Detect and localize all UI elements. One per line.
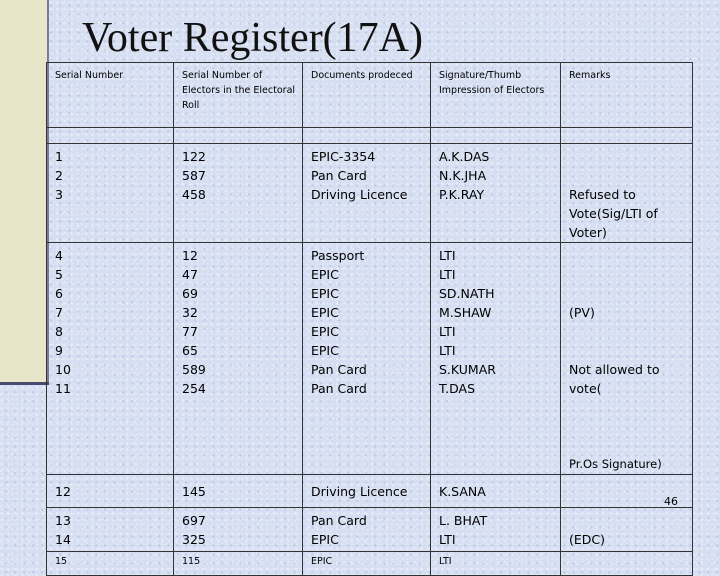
document-value: Passport xyxy=(311,248,365,263)
roll-cell xyxy=(174,243,303,475)
roll-cell xyxy=(174,508,303,552)
signature-value: A.K.DAS xyxy=(439,149,490,164)
remark-value: (EDC) xyxy=(569,532,606,547)
documents-cell xyxy=(303,508,431,552)
serial-cell xyxy=(47,243,174,475)
spacer-cell xyxy=(47,128,174,144)
document-value: EPIC xyxy=(311,556,333,567)
document-value: Pan Card xyxy=(311,381,367,396)
document-value: EPIC xyxy=(311,305,339,320)
signature-value: K.SANA xyxy=(439,484,486,499)
serial-value: 6 xyxy=(55,286,63,301)
serial-value: 5 xyxy=(55,267,63,282)
roll-value: 254 xyxy=(182,381,206,396)
remarks-cell xyxy=(561,243,693,475)
header-remarks: Remarks xyxy=(561,63,693,128)
table-row xyxy=(47,508,693,552)
page-number: 46 xyxy=(664,495,678,508)
serial-value: 8 xyxy=(55,324,63,339)
signature-cell xyxy=(431,552,561,576)
header-serial-electoral-roll: Serial Number of Electors in the Electoral Roll xyxy=(174,63,303,128)
remark-value: Refused to Vote(Sig/LTI of Voter) xyxy=(569,187,658,240)
serial-value: 7 xyxy=(55,305,63,320)
serial-value: 2 xyxy=(55,168,63,183)
roll-value: 32 xyxy=(182,305,198,320)
serial-cell xyxy=(47,552,174,576)
documents-cell xyxy=(303,144,431,243)
roll-value: 77 xyxy=(182,324,198,339)
table-row xyxy=(47,475,693,508)
header-documents: Documents prodeced xyxy=(303,63,431,128)
signature-value: LTI xyxy=(439,324,456,339)
remark-value: Not allowed to vote( xyxy=(569,362,660,396)
roll-value: 47 xyxy=(182,267,198,282)
serial-value: 4 xyxy=(55,248,63,263)
roll-value: 145 xyxy=(182,484,206,499)
signature-value: LTI xyxy=(439,343,456,358)
remarks-cell xyxy=(561,552,693,576)
serial-cell xyxy=(47,144,174,243)
spacer-cell xyxy=(431,128,561,144)
header-serial-number: Serial Number xyxy=(47,63,174,128)
signature-value: S.KUMAR xyxy=(439,362,496,377)
spacer-cell xyxy=(561,128,693,144)
roll-value: 587 xyxy=(182,168,206,183)
roll-cell xyxy=(174,475,303,508)
signature-cell xyxy=(431,508,561,552)
roll-value: 115 xyxy=(182,556,201,567)
signature-value: P.K.RAY xyxy=(439,187,485,202)
roll-value: 325 xyxy=(182,532,206,547)
serial-value: 10 xyxy=(55,362,71,377)
serial-value: 1 xyxy=(55,149,63,164)
documents-cell xyxy=(303,552,431,576)
left-decorative-cap xyxy=(0,382,49,385)
document-value: EPIC xyxy=(311,286,339,301)
serial-value: 9 xyxy=(55,343,63,358)
table-row xyxy=(47,552,693,576)
signature-value: LTI xyxy=(439,248,456,263)
remark-value: Pr.Os Signature) xyxy=(569,457,662,471)
signature-value: M.SHAW xyxy=(439,305,492,320)
serial-value: 13 xyxy=(55,513,71,528)
signature-value: L. BHAT xyxy=(439,513,488,528)
table-row xyxy=(47,243,693,475)
signature-value: LTI xyxy=(439,532,456,547)
serial-value: 11 xyxy=(55,381,71,396)
document-value: EPIC xyxy=(311,532,339,547)
document-value: EPIC-3354 xyxy=(311,149,376,164)
signature-cell xyxy=(431,144,561,243)
serial-cell xyxy=(47,508,174,552)
document-value: Pan Card xyxy=(311,168,367,183)
page-title: Voter Register(17A) xyxy=(82,15,423,61)
voter-register-table xyxy=(46,62,693,576)
roll-cell xyxy=(174,552,303,576)
remark-value: (PV) xyxy=(569,305,595,320)
serial-cell xyxy=(47,475,174,508)
roll-value: 122 xyxy=(182,149,206,164)
table-header-row xyxy=(47,63,693,128)
remarks-cell xyxy=(561,508,693,552)
left-decorative-strip xyxy=(0,0,47,385)
signature-cell xyxy=(431,475,561,508)
documents-cell xyxy=(303,475,431,508)
spacer-cell xyxy=(174,128,303,144)
roll-value: 589 xyxy=(182,362,206,377)
signature-value: N.K.JHA xyxy=(439,168,487,183)
roll-value: 12 xyxy=(182,248,198,263)
spacer-cell xyxy=(303,128,431,144)
document-value: Pan Card xyxy=(311,513,367,528)
remarks-cell xyxy=(561,144,693,243)
document-value: EPIC xyxy=(311,343,339,358)
table-row xyxy=(47,144,693,243)
roll-value: 697 xyxy=(182,513,206,528)
roll-value: 69 xyxy=(182,286,198,301)
documents-cell xyxy=(303,243,431,475)
document-value: Pan Card xyxy=(311,362,367,377)
roll-value: 65 xyxy=(182,343,198,358)
document-value: EPIC xyxy=(311,267,339,282)
serial-value: 14 xyxy=(55,532,71,547)
document-value: Driving Licence xyxy=(311,187,408,202)
signature-value: SD.NATH xyxy=(439,286,495,301)
signature-cell xyxy=(431,243,561,475)
document-value: EPIC xyxy=(311,324,339,339)
serial-value: 12 xyxy=(55,484,71,499)
serial-value: 15 xyxy=(55,556,68,567)
signature-value: LTI xyxy=(439,267,456,282)
header-signature: Signature/Thumb Impression of Electors xyxy=(431,63,561,128)
document-value: Driving Licence xyxy=(311,484,408,499)
signature-value: LTI xyxy=(439,556,452,567)
table-spacer-row xyxy=(47,128,693,144)
roll-cell xyxy=(174,144,303,243)
roll-value: 458 xyxy=(182,187,206,202)
serial-value: 3 xyxy=(55,187,63,202)
signature-value: T.DAS xyxy=(439,381,476,396)
